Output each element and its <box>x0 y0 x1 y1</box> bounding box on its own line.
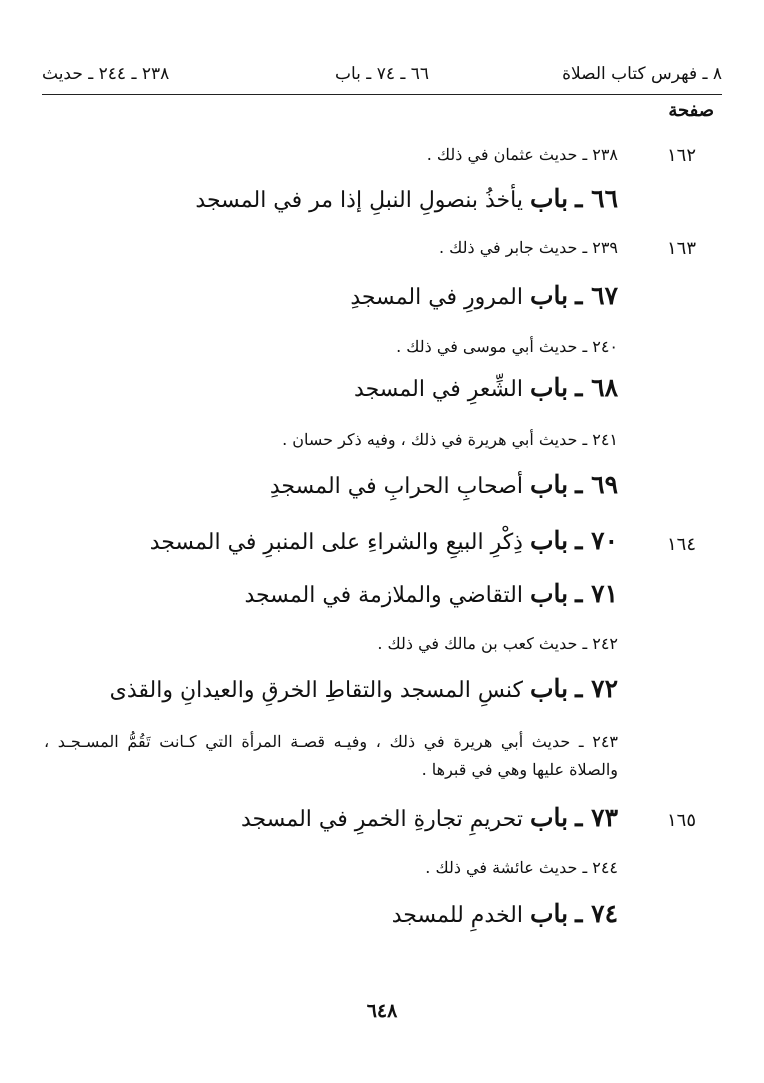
hadith-entry: ٢٤٢ ـ حديث كعب بن مالك في ذلك . <box>377 634 618 653</box>
hadith-entry: ٢٤٣ ـ حديث أبي هريرة في ذلك ، وفيـه قصـة المرأة التي كـانت تَقُمُّ المسـجـد ، والصلاة عليها وهي في قبرها . <box>44 732 619 779</box>
bab-title: الخدمِ للمسجد <box>391 903 523 928</box>
page-number: ١٦٣ <box>666 238 696 259</box>
page-number: ١٦٢ <box>666 145 696 166</box>
bab-word: باب <box>529 899 569 928</box>
bab-title: ذِكْرِ البيعِ والشراءِ على المنبرِ في المسجد <box>149 530 523 555</box>
bab-number: ٧٤ ـ <box>575 899 618 928</box>
bab-word: باب <box>529 373 569 402</box>
hadith-entry: ٢٤٠ ـ حديث أبي موسى في ذلك . <box>396 337 618 356</box>
bab-number: ٧١ ـ <box>575 579 618 608</box>
header-chapter-title: ٨ ـ فهرس كتاب الصلاة <box>562 64 722 84</box>
bab-heading <box>241 803 618 832</box>
bab-word: باب <box>529 674 569 703</box>
bab-word: باب <box>529 579 569 608</box>
hadith-entry: ٢٤١ ـ حديث أبي هريرة في ذلك ، وفيه ذكر حسان . <box>282 430 618 449</box>
bab-number: ٦٦ ـ <box>575 184 618 213</box>
bab-heading <box>244 579 618 608</box>
page-folio-number: ٦٤٨ <box>366 1000 398 1022</box>
page-number: ١٦٥ <box>666 810 696 831</box>
bab-heading <box>354 373 618 402</box>
bab-title: كنسِ المسجد والتقاطِ الخرقِ والعيدانِ والقذى <box>109 678 523 703</box>
bab-heading <box>195 184 618 213</box>
running-header <box>42 60 722 94</box>
bab-number: ٦٩ ـ <box>575 470 618 499</box>
bab-word: باب <box>529 526 569 555</box>
header-rule <box>42 94 722 95</box>
bab-heading <box>392 899 618 928</box>
page-column-label: صفحة <box>668 100 714 121</box>
bab-number: ٦٨ ـ <box>575 373 618 402</box>
bab-number: ٧٣ ـ <box>575 803 618 832</box>
bab-word: باب <box>529 470 569 499</box>
bab-heading <box>350 281 618 310</box>
bab-title: التقاضي والملازمة في المسجد <box>244 583 523 608</box>
bab-title: الشِّعرِ في المسجد <box>354 377 523 402</box>
bab-title: المرورِ في المسجدِ <box>350 285 523 310</box>
bab-word: باب <box>529 803 569 832</box>
hadith-entry: ٢٣٨ ـ حديث عثمان في ذلك . <box>426 145 618 164</box>
header-hadith-range: ٢٣٨ ـ ٢٤٤ ـ حديث <box>42 64 170 84</box>
bab-word: باب <box>529 184 569 213</box>
hadith-entry: ٢٤٤ ـ حديث عائشة في ذلك . <box>425 858 618 877</box>
bab-number: ٧٠ ـ <box>575 526 618 555</box>
page-number: ١٦٤ <box>666 534 696 555</box>
bab-title: يأخذُ بنصولِ النبلِ إذا مر في المسجد <box>195 188 523 213</box>
bab-number: ٧٢ ـ <box>575 674 618 703</box>
bab-title: أصحابِ الحرابِ في المسجدِ <box>269 474 523 499</box>
bab-heading <box>110 674 618 703</box>
bab-title: تحريمِ تجارةِ الخمرِ في المسجد <box>240 807 523 832</box>
bab-heading <box>270 470 618 499</box>
bab-number: ٦٧ ـ <box>575 281 618 310</box>
header-bab-range: ٦٦ ـ ٧٤ ـ باب <box>334 64 430 84</box>
bab-word: باب <box>529 281 569 310</box>
bab-heading <box>150 526 618 555</box>
hadith-entry: ٢٣٩ ـ حديث جابر في ذلك . <box>438 238 618 257</box>
